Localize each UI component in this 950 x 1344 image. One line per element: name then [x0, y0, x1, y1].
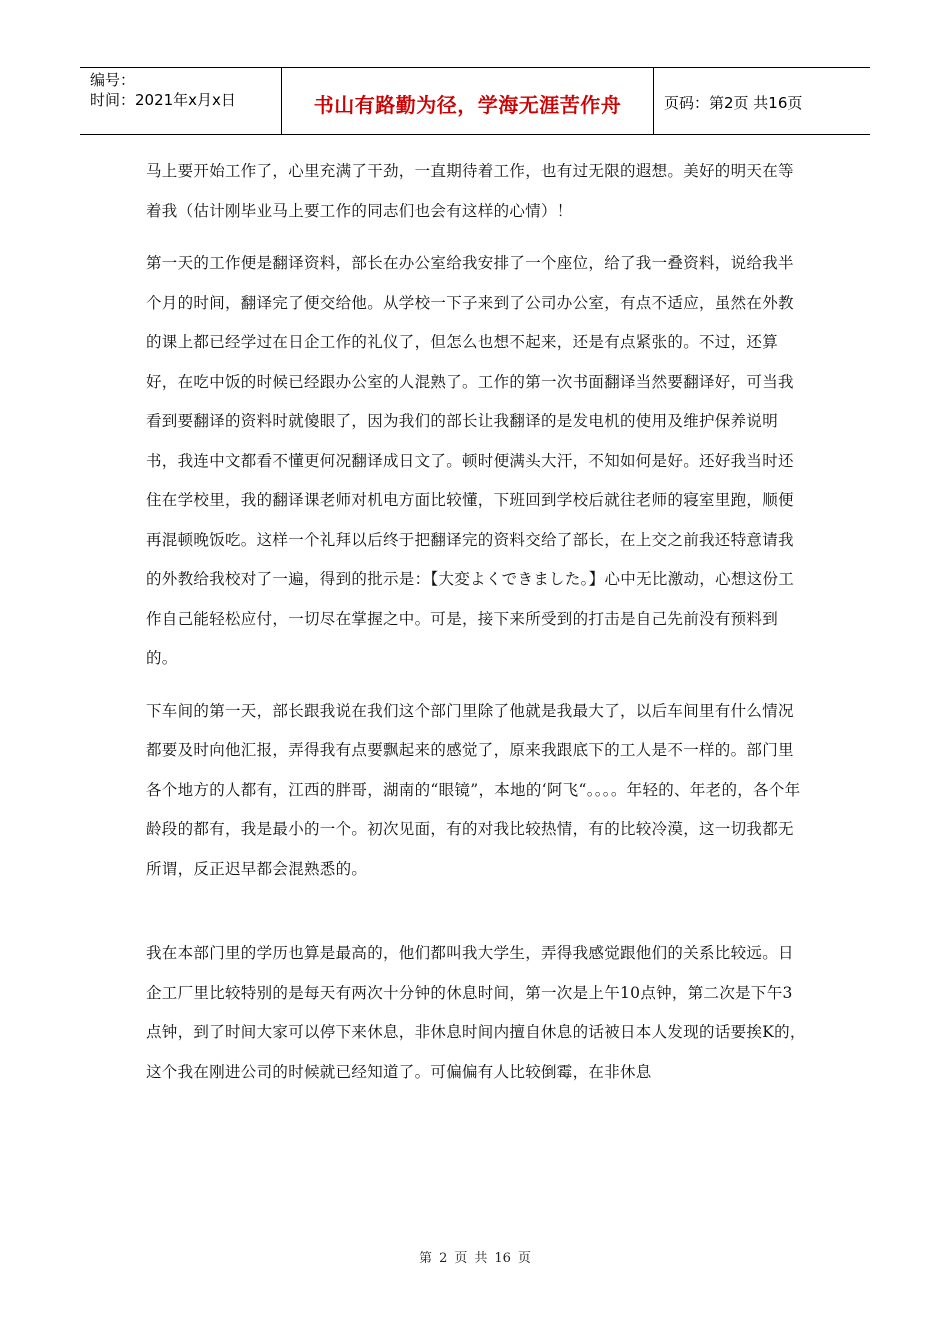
paragraph-spacer [146, 889, 806, 934]
paragraph-1: 马上要开始工作了，心里充满了干劲，一直期待着工作，也有过无限的遐想。美好的明天在等着我（估计刚毕业马上要工作的同志们也会有这样的心情）！ [146, 162, 794, 220]
header-meta-cell [80, 68, 282, 134]
document-number-label: 编号： [90, 71, 136, 89]
paragraph-spacer [146, 231, 806, 244]
page-header [80, 67, 870, 135]
footer-di: 第 [419, 1251, 433, 1266]
document-body [146, 152, 806, 1092]
paragraph-4: 我在本部门里的学历也算是最高的，他们都叫我大学生，弄得我感觉跟他们的关系比较远。日企工厂里比较特别的是每天有两次十分钟的休息时间，第一次是上午10点钟，第二次是下午3点钟，到了时间大家可以停下来休息，非休息时间内擅自休息的话被日本人发现的话要挨K的，这个我在刚进公司的时候就已经知道了。可偏偏有人比较倒霉，在非休息 [146, 944, 806, 1081]
footer-ye-end: 页 [517, 1251, 531, 1266]
footer-gong: 共 [474, 1251, 488, 1266]
footer-total-pages: 16 [494, 1251, 511, 1266]
paragraph-3: 下车间的第一天，部长跟我说在我们这个部门里除了他就是我最大了，以后车间里有什么情况都要及时向他汇报，弄得我有点要飘起来的感觉了，原来我跟底下的工人是不一样的。部门里各个地方的人都有，江西的胖哥，湖南的“眼镜”，本地的‘阿飞“。。。。年轻的、年老的，各个年龄段的都有，我是最小的一个。初次见面，有的对我比较热情，有的比较冷漠，这一切我都无所谓，反正迟早都会混熟悉的。 [146, 701, 801, 878]
header-page-info: 页码：第2页 共16页 [664, 93, 803, 112]
paragraph-2: 第一天的工作便是翻译资料，部长在办公室给我安排了一个座位，给了我一叠资料，说给我半个月的时间，翻译完了便交给他。从学校一下子来到了公司办公室，有点不适应，虽然在外教的课上都已经学过在日企工作的礼仪了，但怎么也想不起来，还是有点紧张的。不过，还算好，在吃中饭的时候已经跟办公室的人混熟了。工作的第一次书面翻译当然要翻译好，可当我看到要翻译的资料时就傻眼了，因为我们的部长让我翻译的是发电机的使用及维护保养说明书，我连中文都看不懂更何况翻译成日文了。顿时便满头大汗，不知如何是好。还好我当时还住在学校里，我的翻译课老师对机电方面比较懂，下班回到学校后就往老师的寝室里跑，顺便再混顿晚饭吃。这样一个礼拜以后终于把翻译完的资料交给了部长，在上交之前我还特意请我的外教给我校对了一遍，得到的批示是：【大変よくできました。】心中无比激动，心想这份工作自己能轻松应付，一切尽在掌握之中。可是，接下来所受到的打击是自己先前没有预料到的。 [146, 254, 795, 667]
document-date-label: 时间：2021年x月x日 [90, 91, 236, 109]
footer-page-number: 2 [439, 1251, 448, 1266]
footer-ye: 页 [454, 1251, 468, 1266]
header-motto: 书山有路勤为径，学海无涯苦作舟 [282, 68, 654, 134]
paragraph-spacer [146, 679, 806, 692]
page-footer [0, 1247, 950, 1266]
